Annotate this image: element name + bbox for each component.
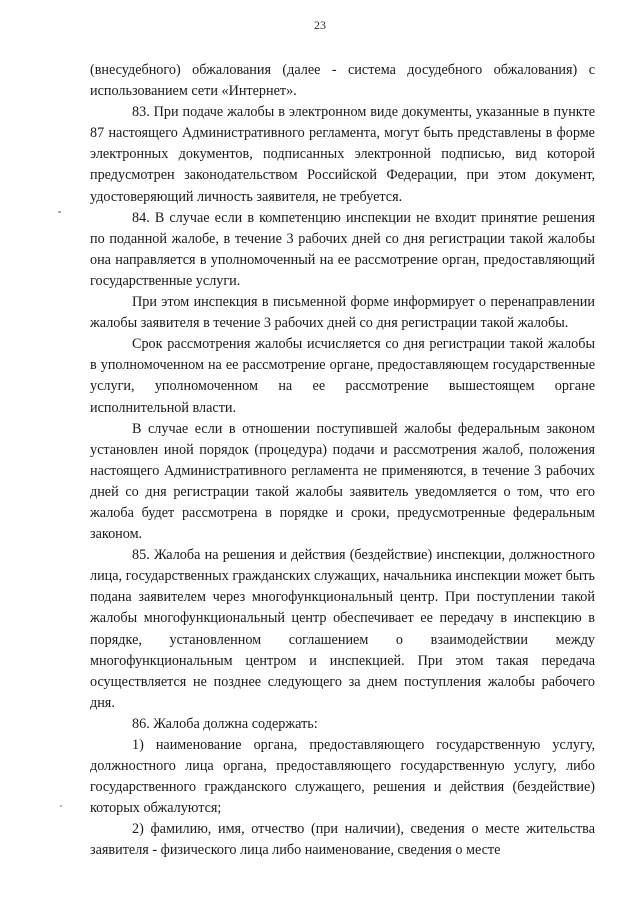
list-item-2: 2) фамилию, имя, отчество (при наличии), сведения о месте жительства заявителя - физического лица либо наименование, сведения о месте	[90, 821, 595, 859]
paragraph-84: 84. В случае если в компетенцию инспекции не входит принятие решения по поданной жалобе, в течение 3 рабочих дней со дня регистрации такой жалобы она направляется в уполномоченный на ее рассмотрение орган, предоставляющий государственные услуги.	[90, 209, 595, 289]
paragraph-continuation: (внесудебного) обжалования (далее - система досудебного обжалования) с использованием сети «Интернет».	[90, 62, 595, 100]
list-item-1: 1) наименование органа, предоставляющего государственную услугу, должностного лица органа, предоставляющего государственную услугу, либо государственного гражданского служащего, решения и действия (бездействие) которых обжалуются;	[90, 737, 595, 817]
paragraph-83: 83. При подаче жалобы в электронном виде документы, указанные в пункте 87 настоящего Административного регламента, могут быть представлены в форме электронных документов, подписанных электронной подписью, вид которой предусмотрен законодательством Российской Федерации, при этом документ, удостоверяющий личность заявителя, не требуется.	[90, 104, 595, 205]
page-number: 23	[314, 18, 326, 32]
paragraph-84-inform: При этом инспекция в письменной форме информирует о перенаправлении жалобы заявителя в течение 3 рабочих дней со дня регистрации такой жалобы.	[90, 294, 595, 332]
paragraph-84-federal-law: В случае если в отношении поступившей жалобы федеральным законом установлен иной порядок (процедура) подачи и рассмотрения жалоб, положения настоящего Административного регламента не применяются, в течение 3 рабочих дней со дня регистрации такой жалобы заявитель уведомляется о том, что его жалоба будет рассмотрена в порядке и сроки, предусмотренные федеральным законом.	[90, 420, 595, 543]
scan-speck-mark	[60, 805, 62, 807]
paragraph-85: 85. Жалоба на решения и действия (бездействие) инспекции, должностного лица, государственных гражданских служащих, начальника инспекции может быть подана заявителем через многофункциональный центр. При поступлении такой жалобы многофункциональный центр обеспечивает ее передачу в инспекцию в порядке, установленном соглашением о взаимодействии между многофункциональным центром и инспекцией. При этом такая передача осуществляется не позднее следующего за днем поступления жалобы рабочего дня.	[90, 547, 595, 711]
scan-speck-mark	[58, 211, 61, 213]
paragraph-86: 86. Жалоба должна содержать:	[132, 715, 318, 732]
paragraph-84-term: Срок рассмотрения жалобы исчисляется со дня регистрации такой жалобы в уполномоченном на ее рассмотрение органе, предоставляющем государственные услуги, уполномоченном на ее рассмотрение вышестоящем органе исполнительной власти.	[90, 336, 595, 416]
document-body	[90, 60, 595, 862]
